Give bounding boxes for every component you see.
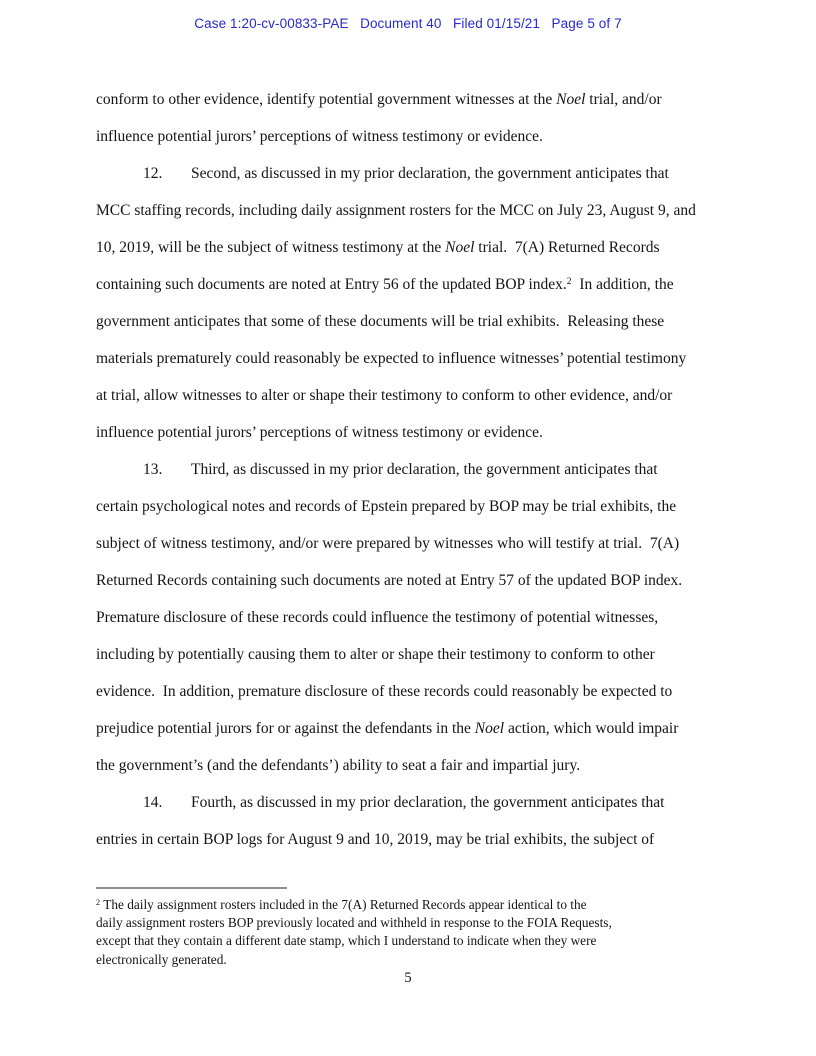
document-line: MCC staffing records, including daily assignment rosters for the MCC on July 23, August 9, and	[96, 202, 696, 219]
footnote-reference: 2	[96, 897, 101, 907]
footnote-line: daily assignment rosters BOP previously located and withheld in response to the FOIA Requests,	[96, 915, 612, 931]
document-line: conform to other evidence, identify potential government witnesses at the Noel trial, and/or	[96, 91, 662, 108]
footnote-reference: 2	[566, 276, 572, 288]
document-line: influence potential jurors’ perceptions of witness testimony or evidence.	[96, 128, 543, 145]
document-line: 12. Second, as discussed in my prior declaration, the government anticipates that	[96, 155, 728, 192]
document-line: 13. Third, as discussed in my prior declaration, the government anticipates that	[96, 451, 728, 488]
document-line: evidence. In addition, premature disclosure of these records could reasonably be expected to	[96, 683, 673, 700]
footnote-line: electronically generated.	[96, 951, 227, 967]
paragraph-number: 14.	[143, 794, 163, 811]
document-line: prejudice potential jurors for or against the defendants in the Noel action, which would impair	[96, 720, 679, 737]
document-line: 14. Fourth, as discussed in my prior declaration, the government anticipates that	[96, 784, 728, 821]
ecf-case-stamp: Case 1:20-cv-00833-PAE Document 40 Filed 01/15/21 Page 5 of 7	[194, 16, 622, 31]
paragraph-number: 13.	[143, 461, 163, 478]
document-body	[96, 81, 728, 858]
document-line: government anticipates that some of these documents will be trial exhibits. Releasing these	[96, 313, 665, 330]
document-line: the government’s (and the defendants’) ability to seat a fair and impartial jury.	[96, 757, 581, 774]
document-line: subject of witness testimony, and/or were prepared by witnesses who will testify at trial. 7(A)	[96, 535, 680, 552]
document-line: certain psychological notes and records of Epstein prepared by BOP may be trial exhibits, the	[96, 498, 677, 515]
document-line: containing such documents are noted at Entry 56 of the updated BOP index.$^2$ In addition, the	[96, 276, 674, 293]
document-line: entries in certain BOP logs for August 9 and 10, 2019, may be trial exhibits, the subject of	[96, 831, 655, 848]
footnote-line: except that they contain a different date stamp, which I understand to indicate when they were	[96, 933, 597, 949]
document-line: 10, 2019, will be the subject of witness testimony at the Noel trial. 7(A) Returned Records	[96, 239, 660, 256]
document-line: influence potential jurors’ perceptions of witness testimony or evidence.	[96, 424, 543, 441]
document-line: at trial, allow witnesses to alter or shape their testimony to conform to other evidence, and/or	[96, 387, 673, 404]
footnote-line: $^2$ The daily assignment rosters included in the 7(A) Returned Records appear identical to the	[96, 897, 587, 912]
document-line: Returned Records containing such documents are noted at Entry 57 of the updated BOP index.	[96, 572, 683, 589]
document-line: Premature disclosure of these records could influence the testimony of potential witnesses,	[96, 609, 659, 626]
document-line: materials prematurely could reasonably be expected to influence witnesses’ potential testimony	[96, 350, 687, 367]
page-number: 5	[404, 970, 412, 986]
footnote-separator	[96, 887, 287, 889]
document-line: including by potentially causing them to alter or shape their testimony to conform to other	[96, 646, 655, 663]
footnote	[96, 896, 732, 969]
paragraph-number: 12.	[143, 165, 163, 182]
